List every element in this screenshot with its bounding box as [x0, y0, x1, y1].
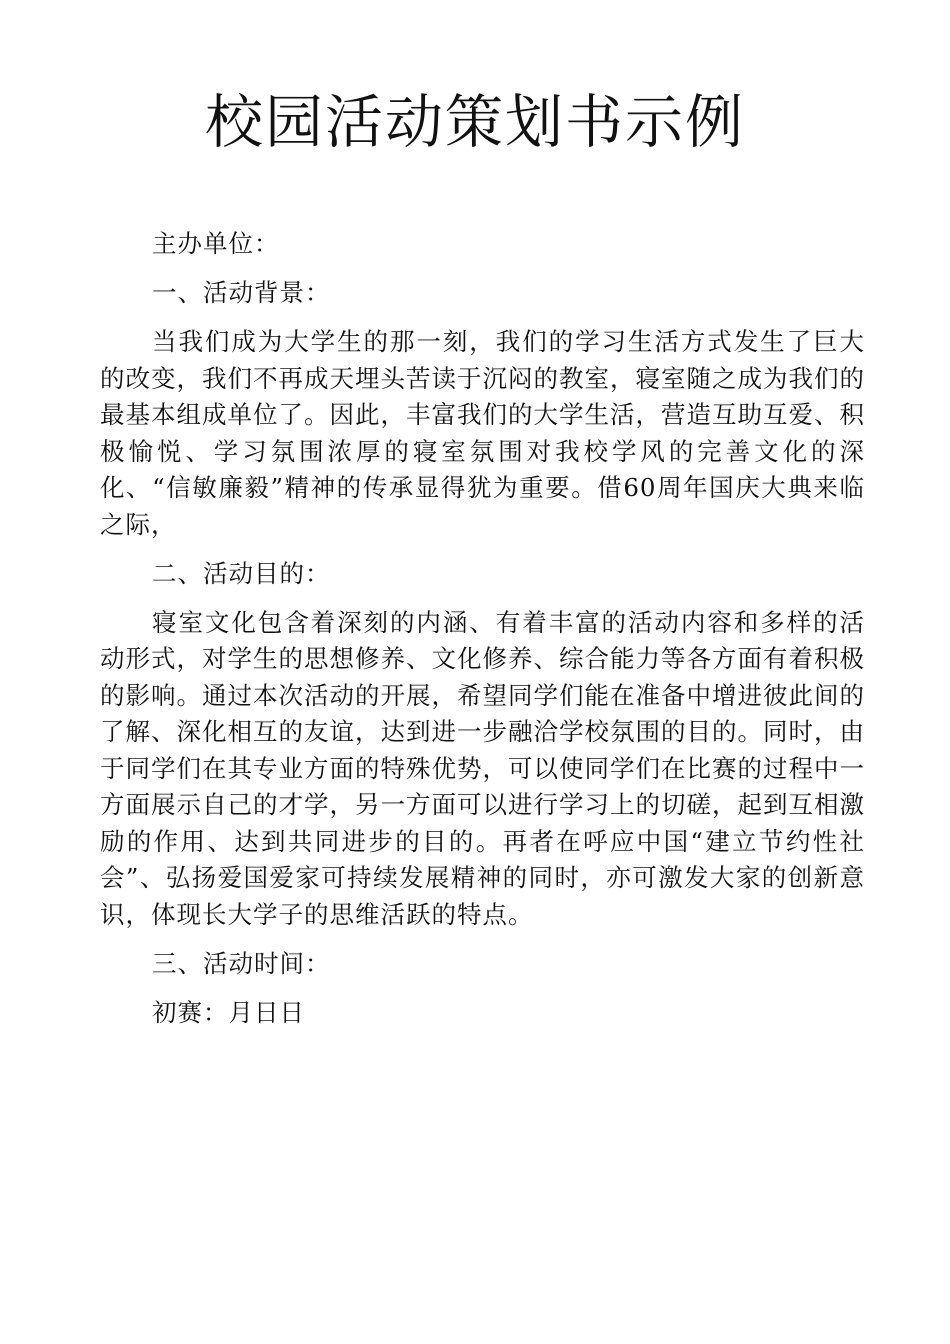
preliminary-round-line: 初赛：月日日 [152, 997, 305, 1027]
section-heading-background: 一、活动背景： [152, 278, 331, 307]
section-heading-time: 三、活动时间： [152, 948, 331, 978]
section-text-background: 当我们成为大学生的那一刻，我们的学习生活方式发生了巨大的改变，我们不再成天埋头苦读于沉闷的教室，寝室随之成为我们的最基本组成单位了。因此，丰富我们的大学生活，营造互助互爱、积极愉悦、学习氛围浓厚的寝室氛围对我校学风的完善文化的深化、“信敏廉毅”精神的传承显得犹为重要。借60周年国庆大典来临之际， [100, 327, 865, 539]
section-heading-purpose: 二、活动目的： [152, 558, 331, 588]
document-title: 校园活动策划书示例 [204, 88, 745, 156]
section-text-purpose: 寝室文化包含着深刻的内涵、有着丰富的活动内容和多样的活动形式，对学生的思想修养、文化修养、综合能力等各方面有着积极的影响。通过本次活动的开展，希望同学们能在准备中增进彼此间的了解、深化相互的友谊，达到进一步融洽学校氛围的目的。同时，由于同学们在其专业方面的特殊优势，可以使同学们在比赛的过程中一方面展示自己的才学，另一方面可以进行学习上的切磋，起到互相激励的作用、达到共同进步的目的。再者在呼应中国“建立节约性社会”、弘扬爱国爱家可持续发展精神的同时，亦可激发大家的创新意识，体现长大学子的思维活跃的特点。 [100, 607, 865, 929]
organizer-label: 主办单位： [152, 229, 280, 258]
document-body [100, 226, 865, 1044]
